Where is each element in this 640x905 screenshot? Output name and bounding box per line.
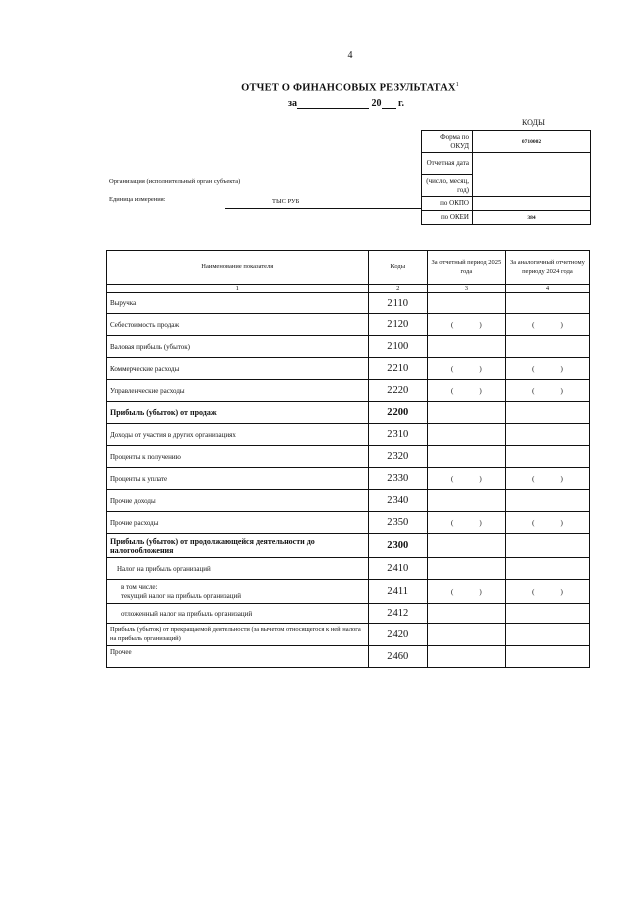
row-code: 2340 [368, 490, 427, 512]
codes-label-okud: Форма по ОКУД [422, 131, 473, 153]
row-value-previous [505, 358, 589, 380]
codes-table [421, 130, 591, 225]
row-value-current [427, 314, 505, 336]
header-previous-period: За аналогичный отчетному периоду 2024 года [505, 251, 589, 285]
row-value-current [427, 293, 505, 314]
paren-close: ) [479, 364, 482, 373]
page-number: 4 [347, 50, 353, 61]
paren-open: ( [532, 386, 535, 395]
table-row [107, 558, 590, 580]
row-name: отложенный налог на прибыль организаций [107, 604, 369, 624]
header-code: Коды [368, 251, 427, 285]
row-value-current [427, 358, 505, 380]
unit-underline [225, 208, 421, 209]
row-code: 2460 [368, 646, 427, 668]
row-value-previous [505, 490, 589, 512]
row-name: Доходы от участия в других организациях [107, 424, 369, 446]
paren-close: ) [479, 320, 482, 329]
row-value-previous [505, 604, 589, 624]
row-name: Прибыль (убыток) от прекращаемой деятельности (за вычетом относящегося к ней налога на прибыль организаций) [107, 624, 369, 646]
period-year-prefix: 20 [371, 98, 382, 109]
row-value-current [427, 534, 505, 558]
unit-value: ТЫС РУБ [272, 198, 300, 205]
row-name: Прибыль (убыток) от продаж [107, 402, 369, 424]
row-code: 2120 [368, 314, 427, 336]
column-number: 3 [427, 285, 505, 293]
row-code: 2420 [368, 624, 427, 646]
row-value-current [427, 580, 505, 604]
header-current-period: За отчетный период 2025 года [427, 251, 505, 285]
row-name: Коммерческие расходы [107, 358, 369, 380]
row-code: 2410 [368, 558, 427, 580]
paren-open: ( [532, 474, 535, 483]
codes-value-date [473, 153, 591, 197]
row-value-previous [505, 293, 589, 314]
table-row [107, 534, 590, 558]
table-row [107, 424, 590, 446]
paren-open: ( [451, 320, 454, 329]
row-code: 2350 [368, 512, 427, 534]
row-value-current [427, 336, 505, 358]
table-row [107, 468, 590, 490]
row-code: 2411 [368, 580, 427, 604]
row-value-previous [505, 558, 589, 580]
paren-open: ( [532, 320, 535, 329]
row-code: 2110 [368, 293, 427, 314]
row-value-current [427, 558, 505, 580]
row-name: Управленческие расходы [107, 380, 369, 402]
codes-label-date: Отчетная дата [422, 153, 473, 175]
row-value-current [427, 646, 505, 668]
codes-value-okei: 384 [473, 211, 591, 225]
paren-close: ) [560, 587, 563, 596]
row-name-line: текущий налог на прибыль организаций [121, 591, 242, 600]
row-value-previous [505, 534, 589, 558]
row-code: 2220 [368, 380, 427, 402]
table-row [107, 293, 590, 314]
paren-open: ( [451, 474, 454, 483]
period-prefix: за [288, 98, 298, 109]
table-row [107, 380, 590, 402]
paren-close: ) [479, 386, 482, 395]
table-row [107, 446, 590, 468]
row-value-current [427, 446, 505, 468]
paren-open: ( [451, 587, 454, 596]
row-code: 2330 [368, 468, 427, 490]
paren-open: ( [451, 518, 454, 527]
row-code: 2320 [368, 446, 427, 468]
row-code: 2412 [368, 604, 427, 624]
report-title [0, 82, 640, 94]
paren-open: ( [532, 364, 535, 373]
financial-results-table [106, 250, 590, 668]
row-value-current [427, 624, 505, 646]
row-name [107, 580, 369, 604]
row-value-previous [505, 646, 589, 668]
paren-open: ( [532, 518, 535, 527]
row-code: 2210 [368, 358, 427, 380]
row-name: Налог на прибыль организаций [107, 558, 369, 580]
row-name: Выручка [107, 293, 369, 314]
row-value-previous [505, 512, 589, 534]
row-value-previous [505, 446, 589, 468]
row-value-current [427, 490, 505, 512]
row-name: Валовая прибыль (убыток) [107, 336, 369, 358]
paren-close: ) [479, 518, 482, 527]
row-value-previous [505, 424, 589, 446]
table-row [107, 580, 590, 604]
paren-close: ) [560, 320, 563, 329]
paren-open: ( [451, 364, 454, 373]
row-code: 2300 [368, 534, 427, 558]
row-code: 2200 [368, 402, 427, 424]
row-name: Проценты к получению [107, 446, 369, 468]
paren-close: ) [479, 474, 482, 483]
codes-label-date-format: (число, месяц, год) [422, 175, 473, 197]
table-row [107, 314, 590, 336]
report-title-text: ОТЧЕТ О ФИНАНСОВЫХ РЕЗУЛЬТАТАХ [241, 82, 456, 94]
row-name-line: в том числе: [121, 582, 158, 591]
paren-close: ) [479, 587, 482, 596]
column-number: 4 [505, 285, 589, 293]
row-value-previous [505, 314, 589, 336]
paren-open: ( [451, 386, 454, 395]
row-value-current [427, 468, 505, 490]
table-row [107, 512, 590, 534]
year-blank [382, 108, 396, 109]
table-row [107, 624, 590, 646]
row-value-current [427, 512, 505, 534]
header-name: Наименование показателя [107, 251, 369, 285]
column-number: 1 [107, 285, 369, 293]
paren-close: ) [560, 518, 563, 527]
table-row [107, 604, 590, 624]
period-suffix: г. [398, 98, 404, 109]
row-value-previous [505, 580, 589, 604]
organization-label: Организация (исполнительный орган субъекта) [109, 178, 241, 185]
row-value-previous [505, 624, 589, 646]
codes-label-okei: по ОКЕИ [422, 211, 473, 225]
title-footnote: 1 [455, 82, 459, 88]
row-value-previous [505, 468, 589, 490]
period-line [288, 98, 404, 109]
paren-open: ( [532, 587, 535, 596]
row-value-current [427, 402, 505, 424]
period-blank [297, 108, 369, 109]
paren-close: ) [560, 364, 563, 373]
row-code: 2100 [368, 336, 427, 358]
table-row [107, 646, 590, 668]
row-name: Прочие расходы [107, 512, 369, 534]
row-name: Себестоимость продаж [107, 314, 369, 336]
row-value-current [427, 424, 505, 446]
row-value-current [427, 380, 505, 402]
row-value-previous [505, 380, 589, 402]
codes-value-okpo [473, 197, 591, 211]
row-value-previous [505, 402, 589, 424]
codes-header: КОДЫ [522, 118, 545, 127]
codes-value-okud: 0710002 [473, 131, 591, 153]
paren-close: ) [560, 386, 563, 395]
unit-label: Единица измерения: [109, 196, 166, 203]
codes-label-okpo: по ОКПО [422, 197, 473, 211]
table-row [107, 358, 590, 380]
row-name: Прибыль (убыток) от продолжающейся деятельности до налогообложения [107, 534, 369, 558]
row-name: Проценты к уплате [107, 468, 369, 490]
paren-close: ) [560, 474, 563, 483]
table-row [107, 402, 590, 424]
row-name: Прочие доходы [107, 490, 369, 512]
column-number: 2 [368, 285, 427, 293]
row-value-current [427, 604, 505, 624]
row-value-previous [505, 336, 589, 358]
table-row [107, 490, 590, 512]
row-code: 2310 [368, 424, 427, 446]
table-row [107, 336, 590, 358]
row-name: Прочее [107, 646, 369, 668]
